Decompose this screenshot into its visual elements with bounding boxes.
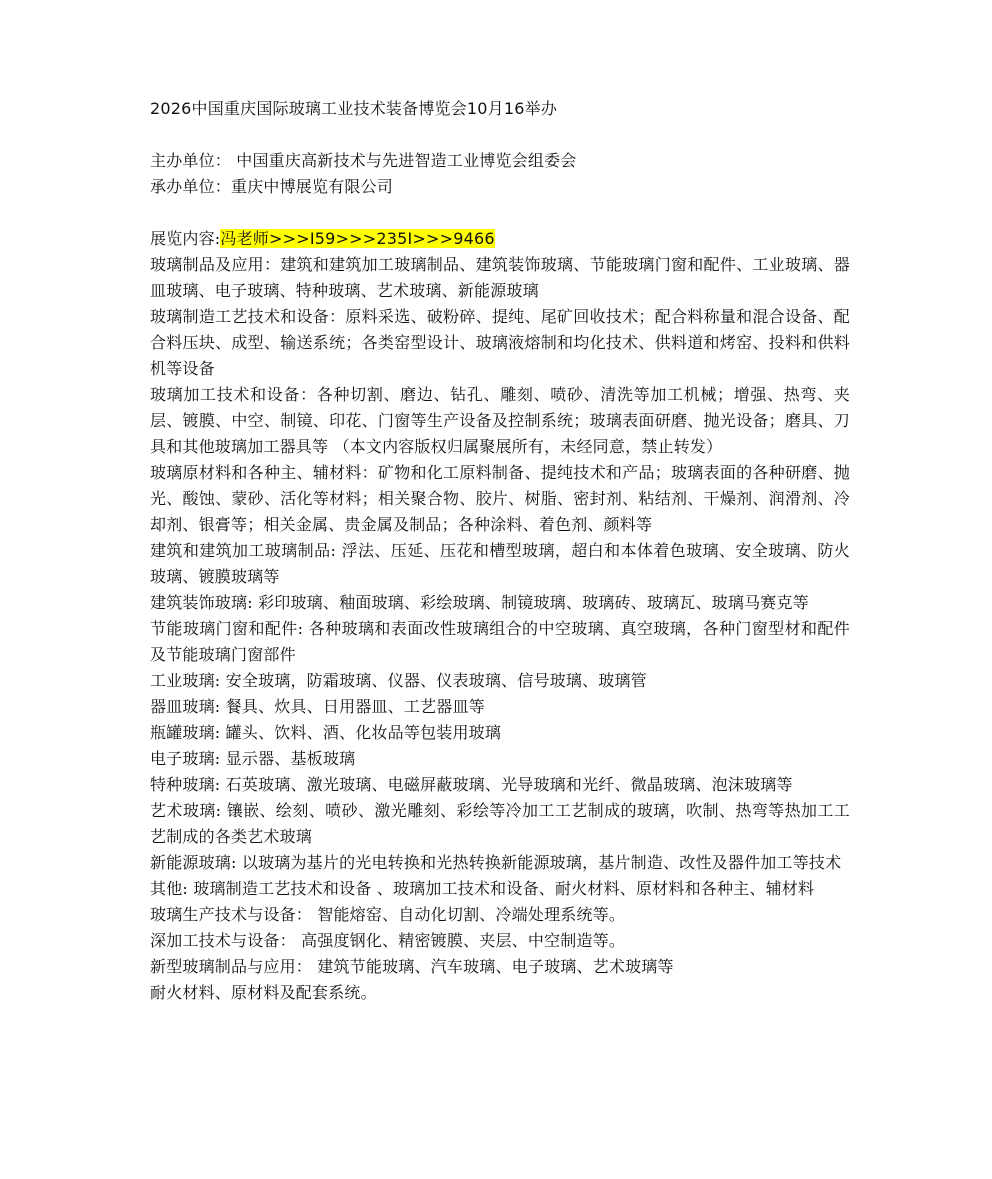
paragraph-production-tech: 玻璃生产技术与设备： 智能熔窑、自动化切割、冷端处理系统等。 <box>150 905 626 924</box>
paragraph-glassware: 器皿玻璃: 餐具、炊具、日用器皿、工艺器皿等 <box>150 697 485 716</box>
paragraph-new-products: 新型玻璃制品与应用： 建筑节能玻璃、汽车玻璃、电子玻璃、艺术玻璃等 <box>150 957 674 976</box>
blank-line <box>150 200 850 226</box>
co-organizer-line: 承办单位：重庆中博展览有限公司 <box>150 177 394 196</box>
paragraph-building-glass: 建筑和建筑加工玻璃制品: 浮法、压延、压花和槽型玻璃，超白和本体着色玻璃、安全玻璃、防火玻璃、镀膜玻璃等 <box>150 541 850 586</box>
paragraph-refractory-materials: 耐火材料、原材料及配套系统。 <box>150 983 377 1002</box>
blank-line <box>150 122 850 148</box>
document-title: 2026中国重庆国际玻璃工业技术装备博览会10月16举办 <box>150 99 558 118</box>
paragraph-manufacturing-equipment: 玻璃制造工艺技术和设备：原料采选、破粉碎、提纯、尾矿回收技术；配合料称量和混合设备、配合料压块、成型、输送系统；各类窑型设计、玻璃液熔制和均化技术、供料道和烤窑、投料和供料机等设备 <box>150 307 850 378</box>
organizer-line: 主办单位： 中国重庆高新技术与先进智造工业博览会组委会 <box>150 151 577 170</box>
paragraph-decorative-glass: 建筑装饰玻璃: 彩印玻璃、釉面玻璃、彩绘玻璃、制镜玻璃、玻璃砖、玻璃瓦、玻璃马赛克等 <box>150 593 809 612</box>
paragraph-new-energy-glass: 新能源玻璃: 以玻璃为基片的光电转换和光热转换新能源玻璃，基片制造、改性及器件加工等技术 <box>150 853 842 872</box>
paragraph-electronic-glass: 电子玻璃: 显示器、基板玻璃 <box>150 749 356 768</box>
exhibit-content-heading <box>150 226 850 252</box>
exhibit-label: 展览内容: <box>150 229 221 248</box>
paragraph-bottle-glass: 瓶罐玻璃: 罐头、饮料、酒、化妆品等包装用玻璃 <box>150 723 502 742</box>
paragraph-energy-saving-windows: 节能玻璃门窗和配件: 各种玻璃和表面改性玻璃组合的中空玻璃、真空玻璃，各种门窗型材和配件及节能玻璃门窗部件 <box>150 619 850 664</box>
paragraph-industrial-glass: 工业玻璃: 安全玻璃，防霜玻璃、仪器、仪表玻璃、信号玻璃、玻璃管 <box>150 671 647 690</box>
paragraph-other: 其他: 玻璃制造工艺技术和设备 、玻璃加工技术和设备、耐火材料、原材料和各种主、辅材料 <box>150 879 815 898</box>
paragraph-processing-equipment: 玻璃加工技术和设备：各种切割、磨边、钻孔、雕刻、喷砂、清洗等加工机械；增强、热弯、夹层、镀膜、中空、制镜、印花、门窗等生产设备及控制系统；玻璃表面研磨、抛光设备；磨具、刀具和其他玻璃加工器具等 （本文内容版权归属聚展所有，未经同意，禁止转发） <box>150 385 850 456</box>
document-page <box>150 96 850 1006</box>
paragraph-raw-materials: 玻璃原材料和各种主、辅材料：矿物和化工原料制备、提纯技术和产品；玻璃表面的各种研磨、抛光、酸蚀、蒙砂、活化等材料；相关聚合物、胶片、树脂、密封剂、粘结剂、干燥剂、润滑剂、冷却剂、银膏等；相关金属、贵金属及制品；各种涂料、着色剂、颜料等 <box>150 463 850 534</box>
paragraph-special-glass: 特种玻璃: 石英玻璃、激光玻璃、电磁屏蔽玻璃、光导玻璃和光纤、微晶玻璃、泡沫玻璃等 <box>150 775 793 794</box>
contact-highlight: 冯老师>>>I59>>>235I>>>9466 <box>220 229 495 248</box>
paragraph-glass-products: 玻璃制品及应用：建筑和建筑加工玻璃制品、建筑装饰玻璃、节能玻璃门窗和配件、工业玻璃、器皿玻璃、电子玻璃、特种玻璃、艺术玻璃、新能源玻璃 <box>150 255 850 300</box>
paragraph-deep-processing: 深加工技术与设备： 高强度钢化、精密镀膜、夹层、中空制造等。 <box>150 931 626 950</box>
paragraph-art-glass: 艺术玻璃: 镶嵌、绘刻、喷砂、激光雕刻、彩绘等冷加工工艺制成的玻璃，吹制、热弯等热加工工艺制成的各类艺术玻璃 <box>150 801 850 846</box>
